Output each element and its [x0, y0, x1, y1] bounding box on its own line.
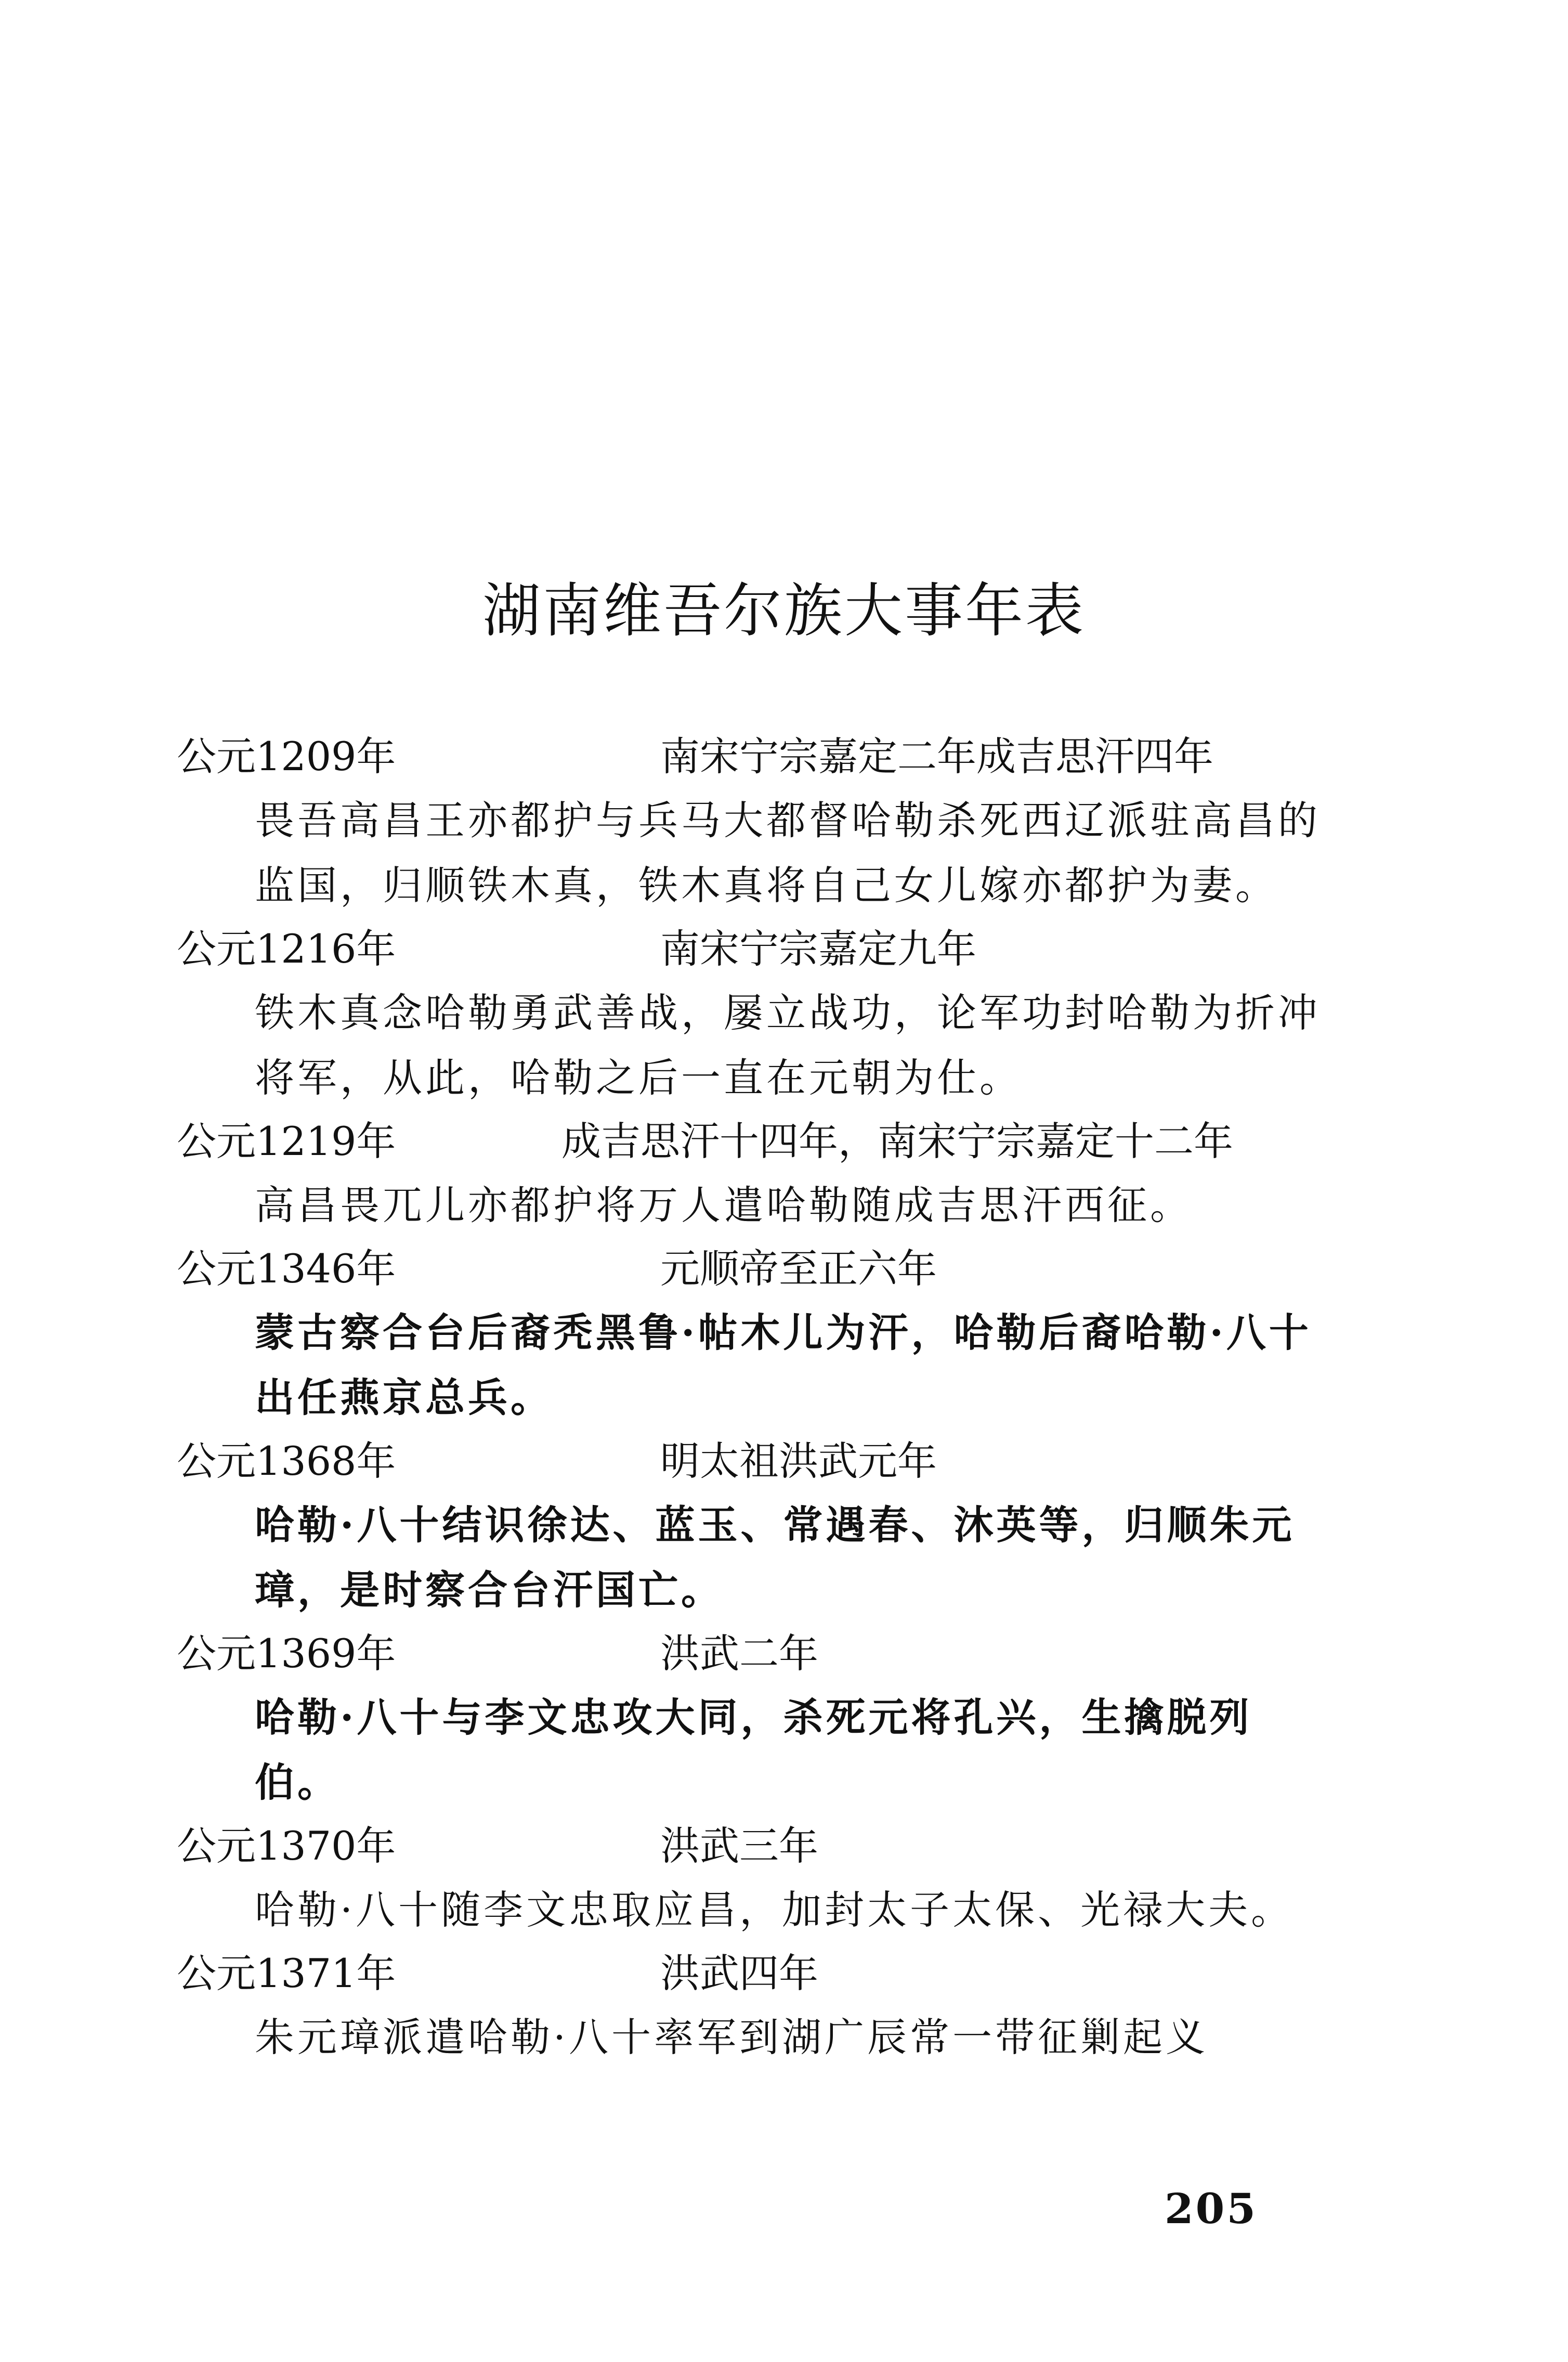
- chronology-entry: [177, 1942, 1336, 2070]
- chronology-list: [177, 725, 1336, 2070]
- chronology-entry: [177, 1623, 1336, 1815]
- entry-year: 公元1369年: [177, 1630, 396, 1677]
- entry-header: [177, 1942, 1336, 2005]
- entry-header: [177, 1110, 1336, 1173]
- entry-era: 南宋宁宗嘉定九年: [660, 926, 976, 972]
- entry-era: 洪武四年: [660, 1950, 818, 1996]
- entry-era: 洪武二年: [660, 1630, 818, 1677]
- chronology-entry: [177, 725, 1336, 918]
- entry-era: 成吉思汗十四年，南宋宁宗嘉定十二年: [561, 1118, 1233, 1164]
- entry-description: 哈勒·八十结识徐达、蓝玉、常遇春、沐英等，归顺朱元璋，是时察合台汗国亡。: [255, 1502, 1295, 1613]
- chronology-entry: [177, 1238, 1336, 1430]
- entry-header: [177, 918, 1336, 980]
- entry-year: 公元1219年: [177, 1118, 396, 1164]
- entry-year: 公元1346年: [177, 1245, 396, 1292]
- entry-header: [177, 1430, 1336, 1493]
- entry-description: 朱元璋派遣哈勒·八十率军到湖广辰常一带征剿起义: [255, 2014, 1209, 2060]
- page-number: 205: [1165, 2184, 1258, 2233]
- entry-era: 南宋宁宗嘉定二年成吉思汗四年: [660, 733, 1213, 780]
- entry-year: 公元1371年: [177, 1950, 396, 1996]
- entry-year: 公元1370年: [177, 1823, 396, 1869]
- entry-header: [177, 1623, 1336, 1685]
- entry-era: 洪武三年: [660, 1823, 818, 1869]
- entry-year: 公元1209年: [177, 733, 396, 780]
- chronology-entry: [177, 1110, 1336, 1238]
- entry-header: [177, 1815, 1336, 1877]
- entry-header: [177, 725, 1336, 788]
- chronology-entry: [177, 918, 1336, 1110]
- chronology-entry: [177, 1815, 1336, 1942]
- entry-year: 公元1216年: [177, 926, 396, 972]
- entry-era: 元顺帝至正六年: [660, 1245, 937, 1292]
- page-title: 湖南维吾尔族大事年表: [482, 577, 1086, 645]
- entry-description: 哈勒·八十与李文忠攻大同，杀死元将孔兴，生擒脱列伯。: [255, 1694, 1252, 1806]
- entry-description: 铁木真念哈勒勇武善战，屡立战功，论军功封哈勒为折冲将军，从此，哈勒之后一直在元朝为仕。: [255, 990, 1321, 1101]
- entry-description: 蒙古察合台后裔秃黑鲁·帖木儿为汗，哈勒后裔哈勒·八十出任燕京总兵。: [255, 1309, 1312, 1421]
- entry-header: [177, 1238, 1336, 1300]
- entry-description: 高昌畏兀儿亦都护将万人遣哈勒随成吉思汗西征。: [255, 1182, 1193, 1228]
- entry-year: 公元1368年: [177, 1438, 396, 1484]
- entry-description: 畏吾高昌王亦都护与兵马大都督哈勒杀死西辽派驻高昌的监国，归顺铁木真，铁木真将自己女儿嫁亦都护为妻。: [255, 797, 1321, 909]
- entry-description: 哈勒·八十随李文忠取应昌，加封太子太保、光禄大夫。: [255, 1887, 1294, 1933]
- chronology-entry: [177, 1430, 1336, 1623]
- entry-era: 明太祖洪武元年: [660, 1438, 937, 1484]
